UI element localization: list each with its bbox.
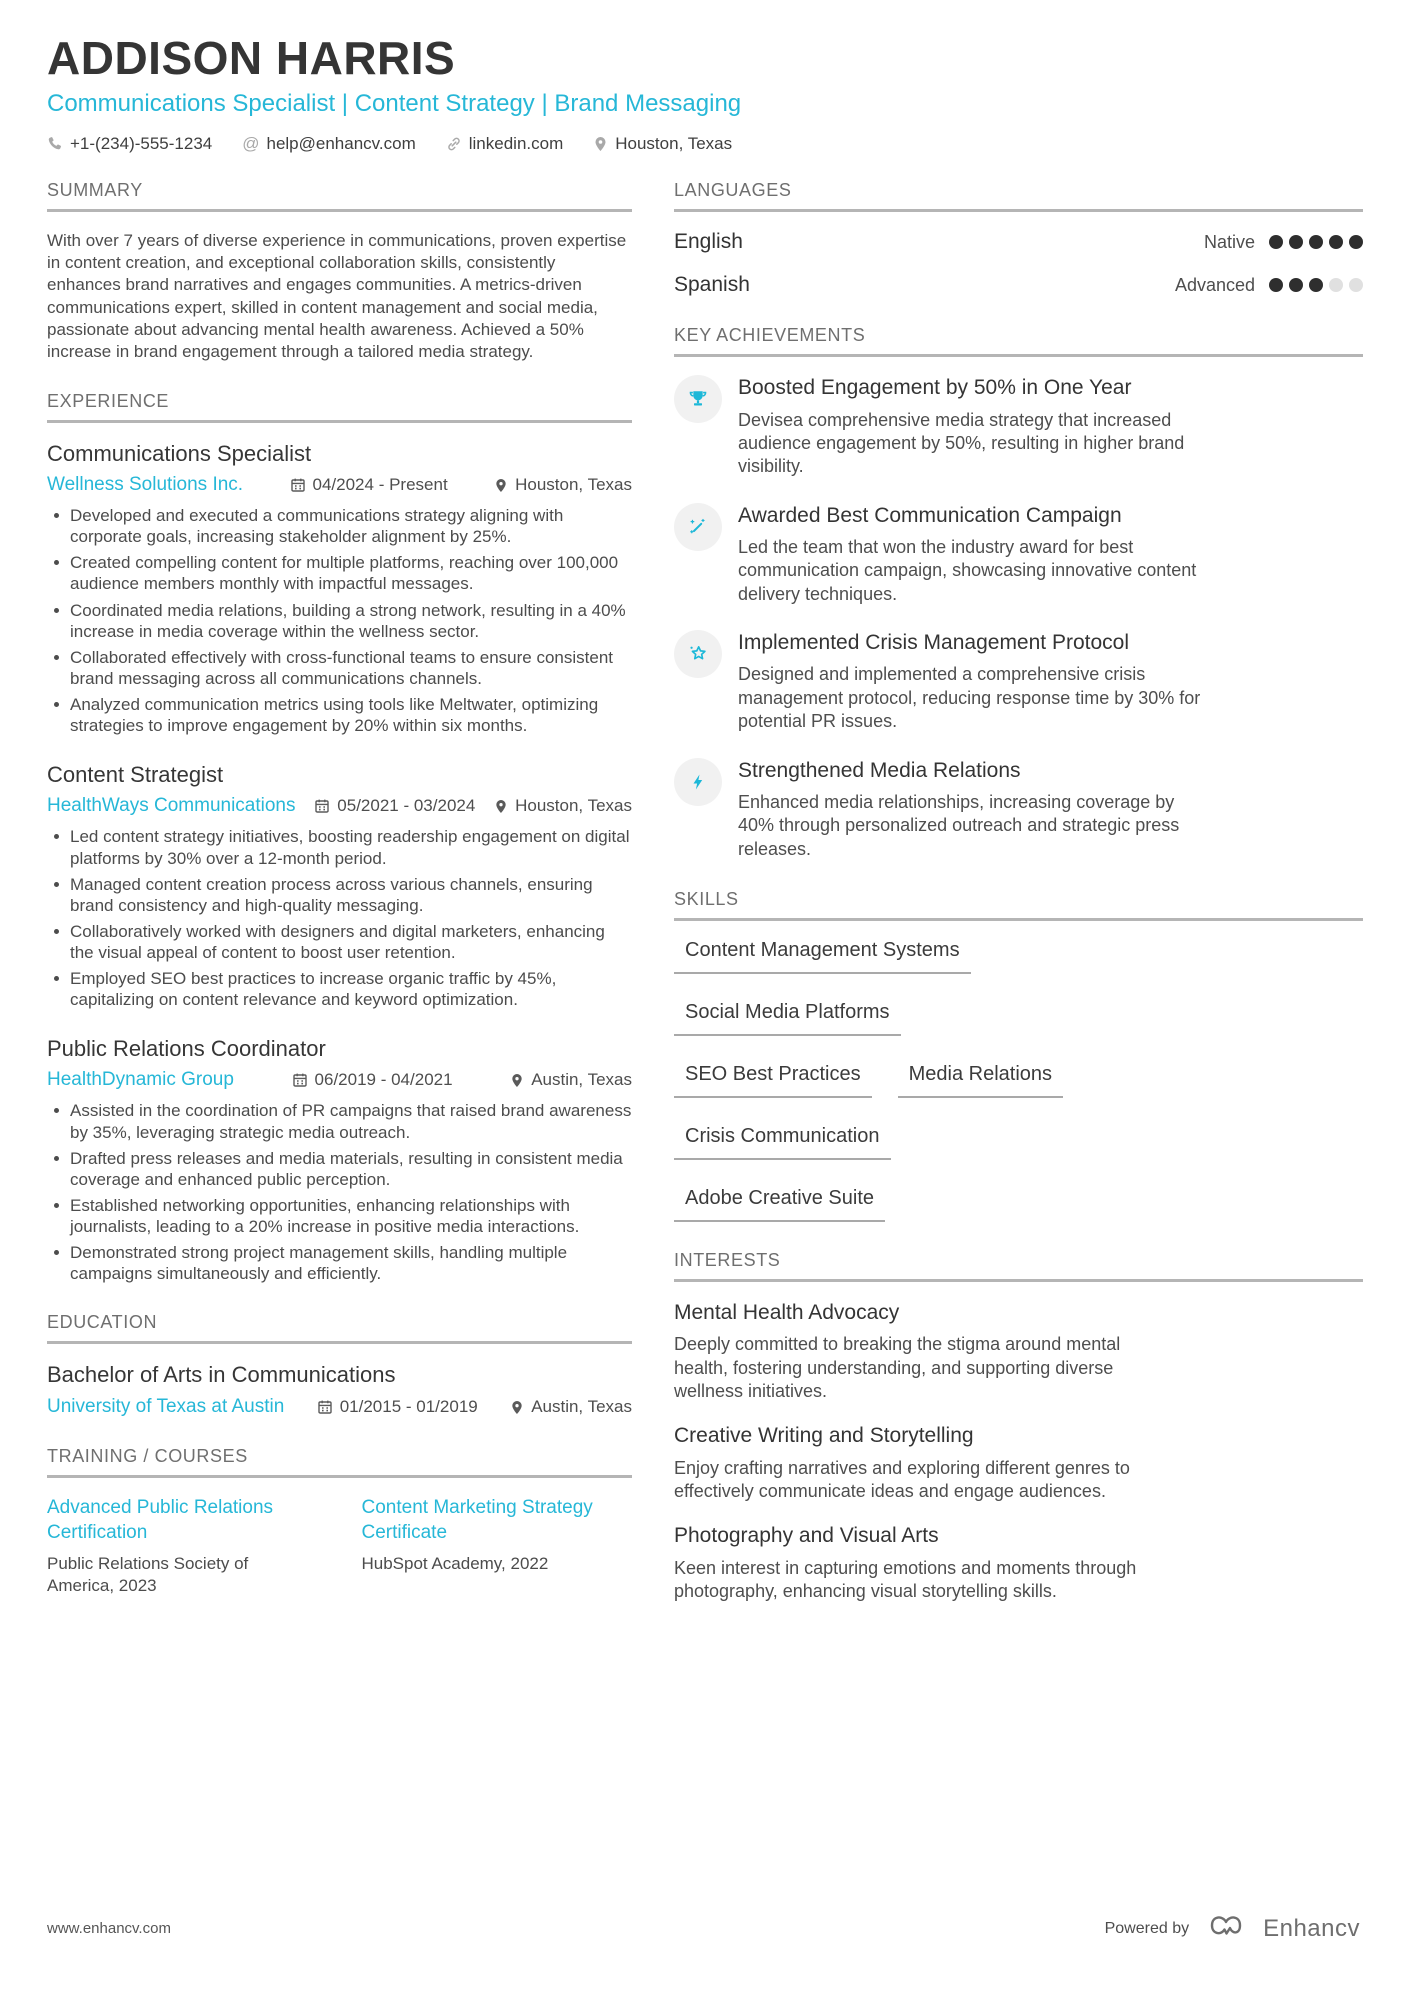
job-bullet: Employed SEO best practices to increase organic traffic by 45%, capitalizing on content relevance and keyword optimization. bbox=[47, 968, 632, 1010]
left-column bbox=[47, 180, 632, 1631]
contact-phone-value: +1-(234)-555-1234 bbox=[70, 134, 213, 154]
skill-item[interactable]: Crisis Communication bbox=[674, 1125, 891, 1160]
school-name[interactable]: University of Texas at Austin bbox=[47, 1396, 285, 1418]
course-entry bbox=[362, 1496, 633, 1597]
job-title: Communications Specialist bbox=[47, 440, 312, 466]
contact-phone[interactable] bbox=[47, 134, 212, 154]
language-name: English bbox=[674, 230, 743, 254]
contact-location bbox=[593, 134, 732, 154]
star-icon bbox=[674, 630, 722, 678]
training-section bbox=[47, 1446, 632, 1597]
skill-item[interactable]: Media Relations bbox=[898, 1063, 1063, 1098]
contact-email[interactable] bbox=[242, 134, 416, 154]
languages-heading: LANGUAGES bbox=[674, 180, 1363, 212]
course-entry bbox=[47, 1496, 318, 1597]
experience-entry bbox=[47, 762, 632, 1010]
interest-title: Creative Writing and Storytelling bbox=[674, 1424, 974, 1448]
achievement-entry bbox=[674, 758, 1363, 861]
company-name[interactable]: HealthDynamic Group bbox=[47, 1069, 234, 1091]
achievement-body bbox=[738, 375, 1208, 478]
at-icon: @ bbox=[242, 134, 260, 154]
company-name[interactable]: HealthWays Communications bbox=[47, 795, 296, 817]
achievements-heading: KEY ACHIEVEMENTS bbox=[674, 325, 1363, 357]
contact-email-value: help@enhancv.com bbox=[266, 134, 416, 154]
job-location-value: Austin, Texas bbox=[531, 1070, 632, 1090]
course-title[interactable]: Advanced Public Relations Certification bbox=[47, 1497, 274, 1544]
job-dates-value: 06/2019 - 04/2021 bbox=[314, 1070, 453, 1090]
job-bullet: Assisted in the coordination of PR campaigns that raised brand awareness by 35%, leveraging strategic media outreach. bbox=[47, 1100, 632, 1142]
job-location bbox=[494, 796, 632, 816]
achievements-section bbox=[674, 325, 1363, 861]
languages-section bbox=[674, 180, 1363, 297]
achievement-title: Boosted Engagement by 50% in One Year bbox=[738, 376, 1132, 400]
candidate-name: ADDISON HARRIS bbox=[47, 32, 456, 84]
skill-row bbox=[674, 1063, 1363, 1098]
education-section bbox=[47, 1312, 632, 1418]
skill-item[interactable]: Content Management Systems bbox=[674, 939, 971, 974]
job-bullet: Led content strategy initiatives, boosting readership engagement on digital platforms by 30% over a 12-month period. bbox=[47, 826, 632, 868]
summary-heading: SUMMARY bbox=[47, 180, 632, 212]
education-location bbox=[510, 1397, 632, 1417]
job-dates bbox=[292, 1070, 453, 1090]
experience-entry bbox=[47, 1036, 632, 1284]
job-bullet: Managed content creation process across various channels, ensuring brand consistency and high-quality messaging. bbox=[47, 874, 632, 916]
job-location bbox=[494, 475, 632, 495]
job-title: Public Relations Coordinator bbox=[47, 1036, 326, 1062]
right-column bbox=[674, 180, 1363, 1631]
language-row bbox=[674, 273, 1363, 297]
achievement-body bbox=[738, 758, 1208, 861]
location-pin-icon bbox=[494, 799, 508, 814]
experience-heading: EXPERIENCE bbox=[47, 391, 632, 423]
language-proficiency-dots bbox=[1269, 278, 1363, 292]
interest-entry bbox=[674, 1423, 1363, 1503]
job-bullet: Coordinated media relations, building a strong network, resulting in a 40% increase in media coverage within the wellness sector. bbox=[47, 600, 632, 642]
summary-section bbox=[47, 180, 632, 363]
enhancv-logo[interactable] bbox=[1203, 1912, 1249, 1945]
interest-entry bbox=[674, 1300, 1363, 1403]
skill-row bbox=[674, 1001, 1363, 1036]
calendar-icon bbox=[290, 477, 306, 493]
calendar-icon bbox=[292, 1072, 308, 1088]
job-bullet: Drafted press releases and media materials, resulting in consistent media coverage and enhanced public perception. bbox=[47, 1148, 632, 1190]
degree-title: Bachelor of Arts in Communications bbox=[47, 1362, 396, 1388]
candidate-headline: Communications Specialist | Content Strategy | Brand Messaging bbox=[47, 90, 742, 118]
calendar-icon bbox=[317, 1399, 333, 1415]
education-meta-row bbox=[47, 1396, 632, 1418]
language-level bbox=[1204, 232, 1363, 253]
language-proficiency-dots bbox=[1269, 235, 1363, 249]
powered-by-label: Powered by bbox=[1104, 1919, 1190, 1937]
job-dates-value: 04/2024 - Present bbox=[312, 475, 448, 495]
job-meta-row bbox=[47, 474, 632, 496]
contact-location-value: Houston, Texas bbox=[615, 134, 733, 154]
training-heading: TRAINING / COURSES bbox=[47, 1446, 632, 1478]
interest-entry bbox=[674, 1523, 1363, 1603]
achievement-entry bbox=[674, 503, 1363, 606]
interest-text: Keen interest in capturing emotions and moments through photography, enhancing visual storytelling skills. bbox=[674, 1557, 1137, 1602]
contact-link-value: linkedin.com bbox=[468, 134, 564, 154]
courses-row bbox=[47, 1496, 632, 1597]
skill-item[interactable]: Adobe Creative Suite bbox=[674, 1187, 885, 1222]
phone-icon bbox=[47, 136, 63, 152]
summary-text: With over 7 years of diverse experience in communications, proven expertise in content creation, and exceptional collaboration skills, consistently enhances brand narratives and engages communities. A metrics-driven communications expert, skilled in content management and social media, passionate about advancing mental health awareness. Achieved a 50% increase in brand engagement through a tailored media strategy. bbox=[47, 231, 627, 361]
lightning-icon bbox=[674, 758, 722, 806]
job-bullet: Analyzed communication metrics using tools like Meltwater, optimizing strategies to improve engagement by 20% within six months. bbox=[47, 694, 632, 736]
job-dates bbox=[314, 796, 475, 816]
language-name: Spanish bbox=[674, 273, 750, 297]
achievement-title: Awarded Best Communication Campaign bbox=[738, 503, 1122, 527]
job-bullet: Collaboratively worked with designers and digital marketers, enhancing the visual appeal of content to boost user retention. bbox=[47, 921, 632, 963]
skill-row bbox=[674, 939, 1363, 974]
job-bullets bbox=[47, 826, 632, 1010]
calendar-icon bbox=[314, 798, 330, 814]
achievement-text: Enhanced media relationships, increasing coverage by 40% through personalized outreach and strategic press releases. bbox=[738, 791, 1180, 859]
location-pin-icon bbox=[494, 478, 508, 493]
achievement-entry bbox=[674, 375, 1363, 478]
job-dates-value: 05/2021 - 03/2024 bbox=[337, 796, 476, 816]
achievement-text: Designed and implemented a comprehensive crisis management protocol, reducing response time by 30% for potential PR issues. bbox=[738, 664, 1201, 732]
job-meta-row bbox=[47, 1069, 632, 1091]
link-icon bbox=[446, 136, 462, 152]
interest-title: Mental Health Advocacy bbox=[674, 1300, 900, 1324]
achievement-title: Implemented Crisis Management Protocol bbox=[738, 631, 1130, 655]
achievement-title: Strengthened Media Relations bbox=[738, 758, 1021, 782]
location-pin-icon bbox=[510, 1073, 524, 1088]
skill-item[interactable]: SEO Best Practices bbox=[674, 1063, 872, 1098]
footer-website[interactable]: www.enhancv.com bbox=[47, 1920, 171, 1937]
course-organization: Public Relations Society of America, 2023 bbox=[47, 1553, 249, 1595]
resume-header bbox=[47, 34, 1363, 154]
location-pin-icon bbox=[593, 136, 608, 152]
achievement-text: Devisea comprehensive media strategy that increased audience engagement by 50%, resulting in higher brand visibility. bbox=[738, 409, 1185, 477]
experience-entry bbox=[47, 441, 632, 736]
job-bullet: Demonstrated strong project management skills, handling multiple campaigns simultaneously and efficiently. bbox=[47, 1242, 632, 1284]
job-bullet: Created compelling content for multiple platforms, reaching over 100,000 audience members monthly with impactful messages. bbox=[47, 552, 632, 594]
education-heading: EDUCATION bbox=[47, 1312, 632, 1344]
job-title: Content Strategist bbox=[47, 762, 224, 788]
job-meta-row bbox=[47, 795, 632, 817]
job-bullets bbox=[47, 505, 632, 736]
skills-heading: SKILLS bbox=[674, 889, 1363, 921]
job-bullet: Developed and executed a communications strategy aligning with corporate goals, increasing stakeholder alignment by 25%. bbox=[47, 505, 632, 547]
interest-text: Enjoy crafting narratives and exploring different genres to effectively communicate ideas and engage audiences. bbox=[674, 1457, 1130, 1502]
achievement-body bbox=[738, 503, 1208, 606]
job-location bbox=[510, 1070, 632, 1090]
achievement-entry bbox=[674, 630, 1363, 733]
job-location-value: Houston, Texas bbox=[515, 796, 632, 816]
enhancv-wordmark[interactable]: Enhancv bbox=[1263, 1914, 1360, 1942]
location-pin-icon bbox=[510, 1400, 524, 1415]
job-bullets bbox=[47, 1100, 632, 1284]
course-title[interactable]: Content Marketing Strategy Certificate bbox=[361, 1497, 593, 1544]
contact-row bbox=[47, 134, 1363, 154]
language-level bbox=[1175, 275, 1363, 296]
job-bullet: Established networking opportunities, enhancing relationships with journalists, leading to a 20% increase in positive media interactions. bbox=[47, 1195, 632, 1237]
education-dates-value: 01/2015 - 01/2019 bbox=[339, 1397, 478, 1417]
interests-heading: INTERESTS bbox=[674, 1250, 1363, 1282]
magic-wand-icon bbox=[674, 503, 722, 551]
footer-branding bbox=[1105, 1912, 1360, 1945]
language-level-label: Advanced bbox=[1174, 274, 1255, 295]
company-name[interactable]: Wellness Solutions Inc. bbox=[47, 474, 244, 496]
education-location-value: Austin, Texas bbox=[531, 1397, 632, 1417]
skills-section bbox=[674, 889, 1363, 1222]
interest-text: Deeply committed to breaking the stigma around mental health, fostering understanding, and supporting diverse wellness initiatives. bbox=[674, 1334, 1121, 1402]
language-level-label: Native bbox=[1203, 231, 1255, 252]
job-location-value: Houston, Texas bbox=[515, 475, 632, 495]
course-organization: HubSpot Academy, 2022 bbox=[361, 1553, 549, 1573]
skill-row bbox=[674, 1125, 1363, 1160]
interests-section bbox=[674, 1250, 1363, 1603]
skill-item[interactable]: Social Media Platforms bbox=[674, 1001, 901, 1036]
interest-title: Photography and Visual Arts bbox=[674, 1524, 939, 1548]
achievement-text: Led the team that won the industry award for best communication campaign, showcasing innovative content delivery techniques. bbox=[738, 536, 1197, 604]
education-dates bbox=[317, 1397, 478, 1417]
job-dates bbox=[290, 475, 448, 495]
job-bullet: Collaborated effectively with cross-functional teams to ensure consistent brand messaging across all communications channels. bbox=[47, 647, 632, 689]
achievement-body bbox=[738, 630, 1208, 733]
trophy-icon bbox=[674, 375, 722, 423]
resume-body bbox=[47, 180, 1363, 1631]
contact-link[interactable] bbox=[446, 134, 564, 154]
skill-row bbox=[674, 1187, 1363, 1222]
language-row bbox=[674, 230, 1363, 254]
experience-section bbox=[47, 391, 632, 1284]
